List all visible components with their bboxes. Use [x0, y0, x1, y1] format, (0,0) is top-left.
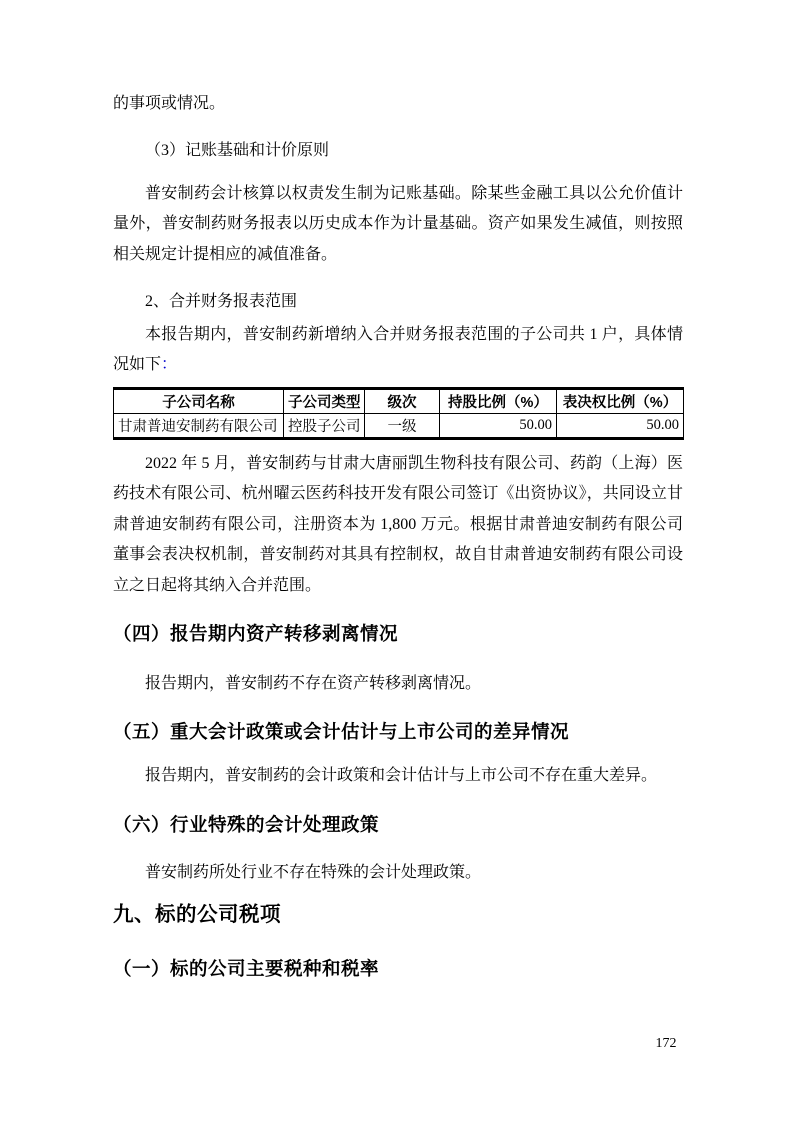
cell-voting-pct: 50.00: [557, 414, 684, 439]
cell-level: 一级: [365, 414, 440, 439]
col-header-subsidiary-type: 子公司类型: [284, 389, 365, 414]
consolidation-scope-text: 本报告期内，普安制药新增纳入合并财务报表范围的子公司共 1 户，具体情况如下: [113, 326, 683, 374]
paragraph-accounting-basis: 普安制药会计核算以权责发生制为记账基础。除某些金融工具以公允价值计量外，普安制药财务报表以历史成本作为计量基础。资产如果发生减值，则按照相关规定计提相应的减值准备。: [113, 185, 683, 263]
cell-shareholding-pct: 50.00: [440, 414, 557, 439]
section-5-paragraph: 报告期内，普安制药的会计政策和会计估计与上市公司不存在重大差异。: [145, 767, 658, 784]
table-header-row: [114, 389, 684, 414]
section-4-paragraph: 报告期内，普安制药不存在资产转移剥离情况。: [145, 675, 482, 692]
subitem-2-heading: 2、合并财务报表范围: [145, 293, 298, 310]
section-9-heading: 九、标的公司税项: [113, 903, 281, 926]
cell-subsidiary-type: 控股子公司: [284, 414, 365, 439]
col-header-voting-pct: 表决权比例（%）: [557, 389, 684, 414]
blue-colon: ：: [161, 356, 178, 374]
section-9-1-heading: （一）标的公司主要税种和税率: [113, 958, 380, 979]
table-row: [114, 414, 684, 439]
section-5-heading: （五）重大会计政策或会计估计与上市公司的差异情况: [113, 721, 570, 742]
section-4-heading: （四）报告期内资产转移剥离情况: [113, 623, 399, 644]
col-header-shareholding-pct: 持股比例（%）: [440, 389, 557, 414]
section-6-heading: （六）行业特殊的会计处理政策: [113, 814, 380, 835]
subsidiary-table-body: [114, 414, 684, 439]
paragraph-subsidiary-establishment: 2022 年 5 月，普安制药与甘肃大唐丽凯生物科技有限公司、药韵（上海）医药技术有限公司、杭州曜云医药科技开发有限公司签订《出资协议》，共同设立甘肃普迪安制药有限公司，注册资本为 1,800 万元。根据甘肃普迪安制药有限公司董事会表决权机制，普安制药对其具有控制权，故自甘肃普迪安制药有限公司设立之日起将其纳入合并范围。: [113, 455, 683, 594]
section-6-paragraph: 普安制药所处行业不存在特殊的会计处理政策。: [145, 864, 482, 881]
col-header-subsidiary-name: 子公司名称: [114, 389, 284, 414]
cell-subsidiary-name: 甘肃普迪安制药有限公司: [114, 414, 284, 439]
subsidiary-table: [113, 387, 684, 440]
page-number: 172: [655, 1036, 677, 1051]
paragraph-consolidation-scope: [113, 320, 683, 381]
paragraph-continuation: 的事项或情况。: [113, 95, 226, 112]
col-header-level: 级次: [365, 389, 440, 414]
subitem-3-heading: （3）记账基础和计价原则: [145, 142, 330, 159]
subsidiary-table-header: [114, 389, 684, 414]
